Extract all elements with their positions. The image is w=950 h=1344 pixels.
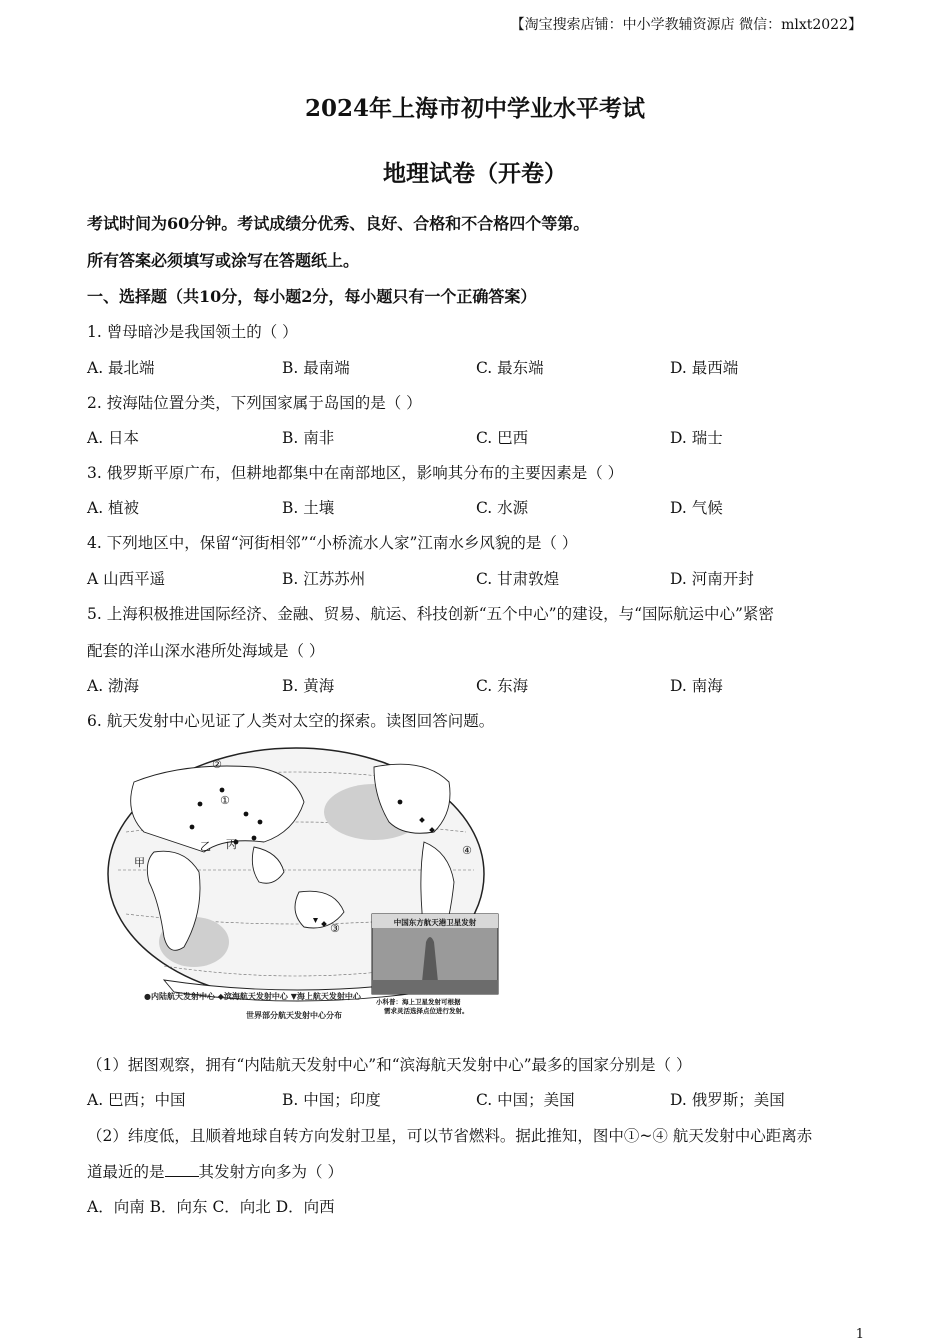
subquestion-1-option-c: C. 中国；美国	[476, 1091, 575, 1109]
inland-launch-dot	[198, 802, 203, 807]
question-3-option-d: D. 气候	[670, 499, 723, 517]
question-4-option-c: C. 甘肃敦煌	[476, 570, 560, 588]
question-3-option-b: B. 土壤	[282, 499, 335, 517]
map-caption: 世界部分航天发射中心分布	[246, 1011, 342, 1020]
inset-launch-photo	[372, 914, 498, 1015]
subquestion-2-stem-line2	[87, 1160, 343, 1182]
question-4-option-a: A 山西平遥	[87, 570, 166, 588]
answer-blank[interactable]	[165, 1162, 199, 1177]
question-1-option-a: A. 最北端	[87, 359, 155, 377]
map-marker-2: ②	[212, 758, 222, 771]
inset-photo-title: 中国东方航天港卫星发射	[393, 918, 477, 927]
inland-launch-dot	[398, 800, 403, 805]
instruction-answer: 所有答案必须填写或涂写在答题纸上。	[87, 251, 360, 270]
question-2-option-c: C. 巴西	[476, 429, 529, 447]
inland-launch-dot	[252, 836, 257, 841]
map-marker-4: ④	[462, 844, 472, 857]
question-4-option-d: D. 河南开封	[670, 570, 754, 588]
question-2-option-a: A. 日本	[87, 429, 140, 447]
question-1-option-c: C. 最东端	[476, 359, 544, 377]
section-title: 一、选择题（共10分，每小题2分，每小题只有一个正确答案）	[87, 287, 537, 306]
map-marker-1: ①	[220, 794, 230, 807]
subquestion-2-stem-line1: （2）纬度低，且顺着地球自转方向发射卫星，可以节省燃料。据此推知，图中①~④ 航天发射中心距离赤	[87, 1127, 813, 1145]
question-5-option-c: C. 东海	[476, 677, 529, 695]
subquestion-2-stem-part-a: 道最近的是	[87, 1163, 165, 1181]
map-label-jia: 甲	[134, 856, 145, 869]
inset-photo-note-line2: 需求灵活选择点位进行发射。	[384, 1007, 469, 1015]
inland-launch-dot	[258, 820, 263, 825]
header-note: 【淘宝搜索店铺：中小学教辅资源店 微信：mlxt2022】	[510, 17, 862, 33]
subquestion-1-stem: （1）据图观察，拥有“内陆航天发射中心”和“滨海航天发射中心”最多的国家分别是（ ）	[87, 1056, 692, 1074]
question-1-option-b: B. 最南端	[282, 359, 350, 377]
instruction-time: 考试时间为60分钟。考试成绩分优秀、良好、合格和不合格四个等第。	[87, 214, 590, 233]
subquestion-1-option-b: B. 中国；印度	[282, 1091, 381, 1109]
question-2-stem: 2. 按海陆位置分类，下列国家属于岛国的是（ ）	[87, 394, 422, 412]
subquestion-2-stem-part-b: 其发射方向多为（ ）	[198, 1163, 343, 1181]
map-legend: ●内陆航天发射中心 ◆滨海航天发射中心 ▼海上航天发射中心	[144, 992, 361, 1001]
inland-launch-dot	[190, 825, 195, 830]
map-marker-3: ③	[330, 922, 340, 935]
question-5-option-b: B. 黄海	[282, 677, 335, 695]
subquestion-1-option-a: A. 巴西；中国	[87, 1091, 186, 1109]
question-5-option-a: A. 渤海	[87, 677, 140, 695]
question-3-option-a: A. 植被	[87, 499, 140, 517]
question-4-stem: 4. 下列地区中，保留“河街相邻”“小桥流水人家”江南水乡风貌的是（ ）	[87, 534, 578, 552]
launch-center-map-figure	[104, 742, 502, 1026]
question-6-stem: 6. 航天发射中心见证了人类对太空的探索。读图回答问题。	[87, 712, 495, 730]
subquestion-1-option-d: D. 俄罗斯；美国	[670, 1091, 785, 1109]
inset-photo-note-line1: 小科普：海上卫星发射可根据	[376, 998, 461, 1006]
question-1-stem: 1. 曾母暗沙是我国领土的（ ）	[87, 323, 298, 341]
page-number: 1	[855, 1327, 864, 1342]
question-4-option-b: B. 江苏苏州	[282, 570, 366, 588]
inland-launch-dot	[244, 812, 249, 817]
question-2-option-b: B. 南非	[282, 429, 335, 447]
question-5-stem-line2: 配套的洋山深水港所处海域是（ ）	[87, 642, 325, 660]
map-label-bing: 丙	[226, 838, 237, 851]
question-1-option-d: D. 最西端	[670, 359, 739, 377]
exam-subtitle: 地理试卷（开卷）	[383, 160, 567, 187]
exam-title: 2024年上海市初中学业水平考试	[304, 95, 645, 122]
map-label-yi: 乙	[200, 840, 211, 853]
inland-launch-dot	[220, 788, 225, 793]
question-3-option-c: C. 水源	[476, 499, 529, 517]
question-5-stem-line1: 5. 上海积极推进国际经济、金融、贸易、航运、科技创新“五个中心”的建设，与“国际航运中心”紧密	[87, 605, 774, 623]
subquestion-2-options: A．向南 B．向东 C．向北 D．向西	[87, 1198, 335, 1216]
question-5-option-d: D. 南海	[670, 677, 723, 695]
question-3-stem: 3. 俄罗斯平原广布，但耕地都集中在南部地区，影响其分布的主要因素是（ ）	[87, 464, 624, 482]
question-2-option-d: D. 瑞士	[670, 429, 723, 447]
